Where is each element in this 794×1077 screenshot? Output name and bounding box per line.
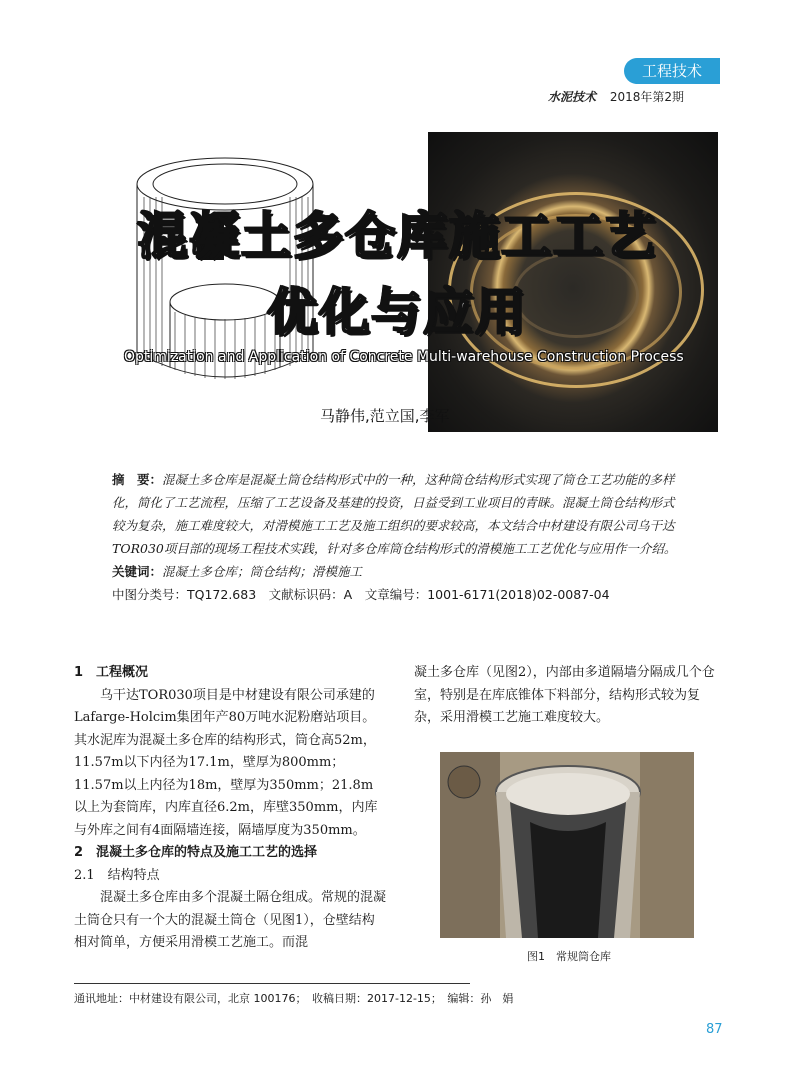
section-badge: 工程技术 — [624, 58, 720, 84]
abstract-label: 摘 要： — [112, 472, 163, 487]
journal-issue: 2018年第2期 — [609, 90, 685, 104]
section-heading-1: 1 工程概况 — [74, 665, 149, 680]
journal-name: 水泥技术 — [548, 90, 597, 104]
paragraph-continued: 凝土多仓库（见图2），内部由多道隔墙分隔成几个仓室，特别是在库底锥体下料部分，结构形式较为复杂，采用滑模工艺施工难度较大。 — [414, 665, 715, 725]
body-column-left — [74, 662, 386, 955]
figure-1-caption: 图1 常规筒仓库 — [527, 950, 611, 963]
keywords-label: 关键词： — [112, 564, 163, 579]
figure-1-photo — [440, 752, 694, 938]
body-column-right — [414, 662, 724, 730]
title-line-2: 优化与应用 — [267, 283, 527, 341]
authors: 马静伟,范立国,李军 — [320, 407, 450, 425]
page-number: 87 — [706, 1022, 723, 1037]
keywords-text: 混凝土多仓库；筒仓结构；滑模施工 — [162, 564, 363, 579]
abstract — [112, 468, 682, 560]
section-heading-2: 2 混凝土多仓库的特点及施工工艺的选择 — [74, 845, 318, 860]
classification-line: 中图分类号：TQ172.683 文献标识码：A 文章编号：1001-6171(2018)02-0087-04 — [112, 587, 610, 602]
paragraph-project-overview: 乌干达TOR030项目是中材建设有限公司承建的Lafarge-Holcim集团年产80万吨水泥粉磨站项目。其水泥库为混凝土多仓库的结构形式，筒仓高52m，11.57m以下内径为17.1m，壁厚为800mm；11.57m以上内径为18m，壁厚为350mm；21.8m以上为套筒库，内库直径6.2m，库壁350mm，内库与外库之间有4面隔墙连接，隔墙厚度为350mm。 — [74, 687, 378, 838]
english-title: Optimization and Application of Concrete Multi-warehouse Construction Process — [124, 349, 684, 365]
title-line-1: 混凝土多仓库施工工艺 — [137, 207, 657, 265]
abstract-text: 混凝土多仓库是混凝土筒仓结构形式中的一种，这种筒仓结构形式实现了筒仓工艺功能的多样化，简化了工艺流程，压缩了工艺设备及基建的投资，日益受到工业项目的青睐。混凝土筒仓结构形式较为复杂，施工难度较大，对滑模施工工艺及施工组织的要求较高，本文结合中材建设有限公司乌干达TOR030项目部的现场工程技术实践，针对多仓库筒仓结构形式的滑模施工工艺优化与应用作一介绍。 — [112, 472, 677, 556]
silo-photo-illustration — [440, 752, 694, 938]
abstract-block — [112, 468, 682, 606]
footer-note: 通讯地址：中材建设有限公司，北京 100176； 收稿日期：2017-12-15； 编辑：孙 娟 — [74, 992, 514, 1005]
subsection-heading-2-1: 2.1 结构特点 — [74, 867, 160, 883]
journal-header — [548, 88, 684, 105]
paragraph-structure-features: 混凝土多仓库由多个混凝土隔仓组成。常规的混凝土筒仓只有一个大的混凝土筒仓（见图1），仓壁结构相对简单，方便采用滑模工艺施工。而混 — [74, 890, 387, 950]
footer-divider — [74, 983, 470, 984]
keywords — [112, 560, 682, 583]
